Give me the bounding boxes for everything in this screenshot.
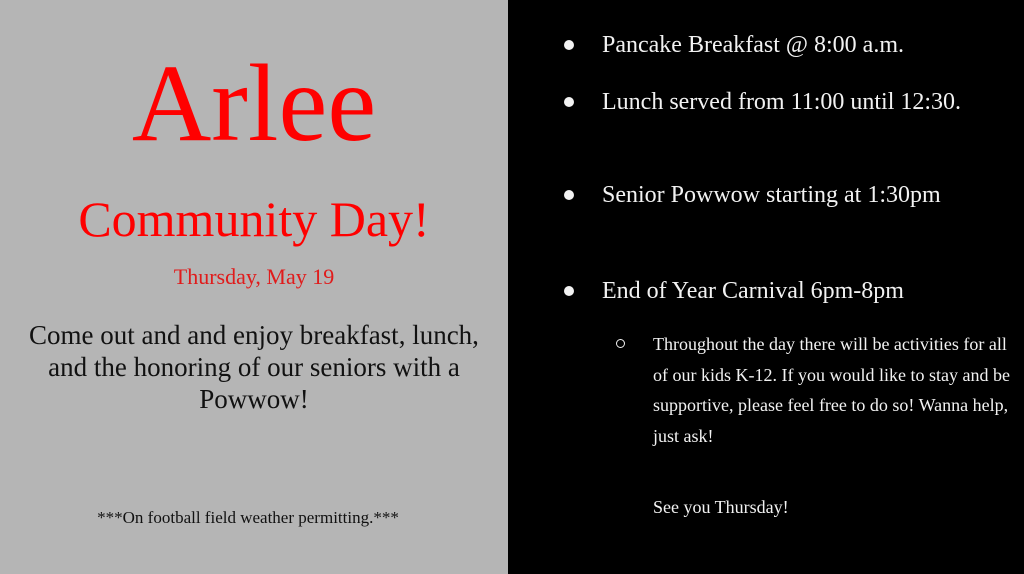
bullet-icon bbox=[564, 286, 574, 296]
closing-text: See you Thursday! bbox=[653, 497, 789, 517]
bullet-icon bbox=[564, 97, 574, 107]
schedule-item-text: End of Year Carnival 6pm-8pm bbox=[602, 278, 904, 304]
schedule-item-carnival bbox=[564, 273, 1004, 309]
right-panel bbox=[508, 0, 1024, 574]
event-date: Thursday, May 19 bbox=[173, 264, 335, 289]
bullet-icon bbox=[564, 40, 574, 50]
event-description: Come out and and enjoy breakfast, lunch, and the honoring of our seniors with a Powwow! bbox=[29, 320, 479, 414]
left-panel bbox=[0, 0, 508, 574]
activities-text: Throughout the day there will be activities for all of our kids K-12. If you would like to stay and be supportive, please feel free to do so! Wanna help, just ask! bbox=[653, 334, 1010, 446]
event-title: Arlee bbox=[131, 42, 377, 164]
bullet-icon bbox=[564, 190, 574, 200]
schedule-item-text: Lunch served from 11:00 until 12:30. bbox=[602, 89, 962, 115]
schedule-item-text: Senior Powwow starting at 1:30pm bbox=[602, 182, 941, 208]
schedule-item-text: Pancake Breakfast @ 8:00 a.m. bbox=[602, 32, 905, 58]
schedule-item-lunch bbox=[564, 84, 1004, 120]
activities-sub-item bbox=[616, 329, 1016, 451]
event-subtitle: Community Day! bbox=[78, 191, 430, 247]
sub-bullet-icon bbox=[616, 339, 625, 348]
weather-note: ***On football field weather permitting.*** bbox=[97, 508, 399, 527]
closing-line bbox=[616, 492, 1016, 523]
schedule-item-powwow bbox=[564, 177, 1004, 213]
schedule-item-breakfast bbox=[564, 27, 1004, 63]
